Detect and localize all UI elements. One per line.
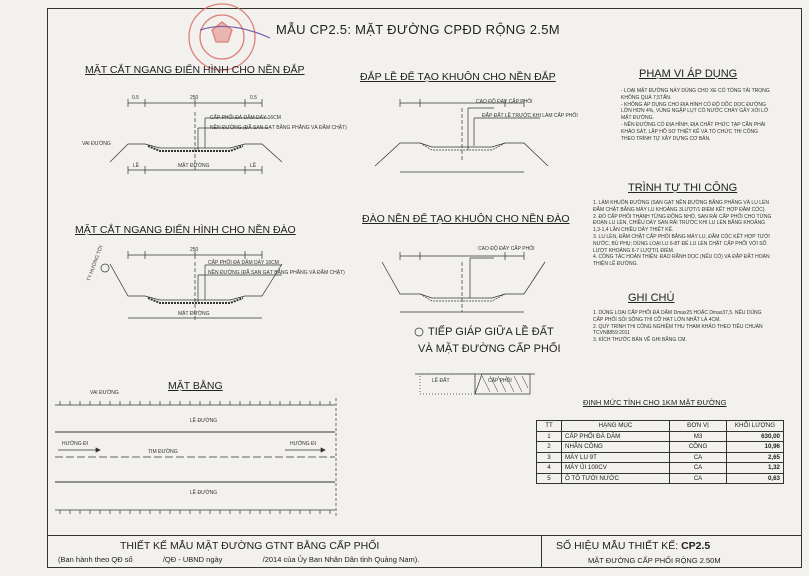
plan-centerline: TIM ĐƯỜNG <box>148 449 178 455</box>
scope-line: KHÔNG QUÁ 7,5TẤN. <box>621 94 672 101</box>
fill-shoulder-callout-2: ĐẮP ĐẤT LỀ TRƯỚC KHI LÀM CẤP PHỐI <box>482 113 578 119</box>
official-stamp <box>189 4 255 70</box>
joint-cp-label: CẤP PHỐI <box>488 378 512 384</box>
procedure-line: 1. LÀM KHUÔN ĐƯỜNG (SAN GẠT NỀN ĐƯỜNG BẰNG PHẲNG VÀ LU LÈN <box>593 200 769 206</box>
procedure-line: ĐẦM CHẶT BẰNG MÁY LU KHOẢNG 3LƯỢT/1 ĐIỂM KẾT HỢP ĐẦM CÓC). <box>593 206 766 213</box>
footer-divider <box>47 535 802 536</box>
joint-title-2: VÀ MẶT ĐƯỜNG CẤP PHỐI <box>418 343 561 355</box>
fill-section-callout-1: CẤP PHỐI ĐÁ DĂM DÀY 16CM <box>210 115 281 121</box>
column-header-tt: TT <box>537 421 562 432</box>
column-header-item: HẠNG MỤC <box>562 421 670 432</box>
footer-sub-part-2: /QĐ - UBND ngày <box>162 555 223 564</box>
cut-shoulder-title: ĐÀO NỀN ĐỂ TẠO KHUÔN CHO NỀN ĐÀO <box>362 213 570 225</box>
joint-title-1: TIẾP GIÁP GIỮA LỀ ĐẤT <box>428 326 554 338</box>
notes-line: CẤP PHỐI SỎI SÔNG THÌ CỠ HẠT LỚN NHẤT LÀ 4CM. <box>593 316 721 323</box>
cell-tt: 1 <box>537 431 562 442</box>
cell-tt: 4 <box>537 463 562 474</box>
cut-section-pavement-label: MẶT ĐƯỜNG <box>178 311 210 317</box>
footer-right-subtitle: MẶT ĐƯỜNG CẤP PHỐI RỘNG 2.50M <box>588 556 721 565</box>
scope-line: KHẢO SÁT, LẬP HỒ SƠ THIẾT KẾ VÀ TỔ CHỨC THI CÔNG <box>621 128 759 135</box>
footer-separator <box>541 535 542 568</box>
procedure-line: 2. ĐỔ CẤP PHỐI THÀNH TỪNG ĐỐNG NHỎ, SAN RẢI CẤP PHỐI CHO TỪNG <box>593 213 772 220</box>
table-header-row <box>537 421 784 432</box>
scope-line: - LOẠI MẶT ĐƯỜNG NÀY DÙNG CHO XE CÓ TỔNG TẢI TRỌNG <box>621 88 770 94</box>
table-row <box>537 463 784 474</box>
cell-item: MÁY LU 9T <box>562 452 670 463</box>
scope-line: LỚN HƠN 4%, VÙNG NGẬP LỤT CÓ NƯỚC CHẢY GÂY XÓI LỞ <box>621 108 769 115</box>
procedure-line: 1,3-1,4 LẦN CHIỀU DÀY THIẾT KẾ. <box>593 227 674 234</box>
plan-title: MẶT BẰNG <box>168 380 223 392</box>
norm-table-title: ĐỊNH MỨC TÍNH CHO 1KM MẶT ĐƯỜNG <box>583 398 727 407</box>
cut-section-dim-center: 250 <box>190 247 199 253</box>
cell-item: NHÂN CÔNG <box>562 442 670 453</box>
procedure-title: TRÌNH TỰ THI CÔNG <box>628 182 738 194</box>
joint-soil-label: LỀ ĐẤT <box>432 378 450 384</box>
cell-tt: 5 <box>537 473 562 484</box>
footer-left-subtitle <box>58 555 419 564</box>
cell-unit: M3 <box>670 431 727 442</box>
cell-item: CẤP PHỐI ĐÁ DĂM <box>562 431 670 442</box>
plan-drawing <box>55 398 336 518</box>
cell-unit: CÔNG <box>670 442 727 453</box>
footer-sub-part-3: /2014 của Ủy Ban Nhân Dân tỉnh Quảng Nam). <box>262 555 420 564</box>
cell-quantity: 10,96 <box>727 442 784 453</box>
table-row <box>537 442 784 453</box>
fill-shoulder-callout-1: CAO ĐỘ ĐÁY CẤP PHỐI <box>476 99 533 105</box>
page-title: MẪU CP2.5: MẶT ĐƯỜNG CPĐD RỘNG 2.5M <box>276 22 560 37</box>
plan-le-top: LỀ ĐƯỜNG <box>190 418 218 424</box>
cut-shoulder-callout-1: CAO ĐỘ ĐÁY CẤP PHỐI <box>478 246 535 252</box>
table-row <box>537 452 784 463</box>
fill-section-pavement-label: MẶT ĐƯỜNG <box>178 163 210 169</box>
notes-line: 2. QUY TRÌNH THI CÔNG NGHIỆM THU THAM KHẢO THEO TIÊU CHUẨN <box>593 323 763 330</box>
plan-direction-right: HƯỚNG ĐI <box>290 441 317 447</box>
fill-section-shoulder-label: VAI ĐƯỜNG <box>82 141 111 147</box>
fill-section-dim-left: 0.5 <box>132 95 139 101</box>
cell-quantity: 0,63 <box>727 473 784 484</box>
cell-item: MÁY ỦI 100CV <box>562 463 670 474</box>
notes-line: 1. DÙNG LOẠI CẤP PHỐI ĐÁ DĂM Dmax25 HOẶC Dmax37,5. NẾU DÙNG <box>593 310 762 316</box>
cell-quantity: 2,65 <box>727 452 784 463</box>
cell-item: Ô TÔ TƯỚI NƯỚC <box>562 473 670 484</box>
design-code: CP2.5 <box>681 540 711 552</box>
footer-sub-part-1: (Ban hành theo QĐ số <box>58 555 133 564</box>
procedure-line: LƯỢT KHOẢNG 6-7 LƯỢT/1 ĐIỂM. <box>593 247 675 254</box>
scope-title: PHẠM VI ÁP DỤNG <box>639 68 738 80</box>
procedure-line: 3. LU LÈN, ĐẦM CHẶT CẤP PHỐI BẰNG MÁY LU, ĐẦM CÓC KẾT HỢP TƯỚI <box>593 233 770 240</box>
cell-unit: CA <box>670 473 727 484</box>
footer-right-title <box>556 540 710 552</box>
signature-mark <box>200 26 270 38</box>
cell-unit: CA <box>670 452 727 463</box>
fill-section-title: MẶT CẮT NGANG ĐIỂN HÌNH CHO NỀN ĐẮP <box>85 64 305 76</box>
procedure-line: THIỆN LỀ ĐƯỜNG. <box>593 261 638 268</box>
scope-line: THEO TRÌNH TỰ XÂY DỰNG CƠ BẢN. <box>621 135 711 142</box>
plan-direction-left: HƯỚNG ĐI <box>62 441 89 447</box>
footer-left-title: THIẾT KẾ MẪU MẶT ĐƯỜNG GTNT BẰNG CẤP PHỐI <box>120 540 380 552</box>
procedure-line: 4. CÔNG TÁC HOÀN THIỆN: ĐÀO RÃNH DỌC (NẾU CÓ) VÀ ĐẮP ĐẤT HOÀN <box>593 254 770 261</box>
procedure-line: ĐOẠN LU LÈN, CHIỀU DÀY SAN RẢI TRƯỚC KHI LU LÈN BẰNG KHOẢNG <box>593 220 766 227</box>
table-row <box>537 431 784 442</box>
fill-section-dim-center: 250 <box>190 95 199 101</box>
cell-quantity: 630,00 <box>727 431 784 442</box>
cut-shoulder-drawing <box>382 252 545 312</box>
fill-shoulder-drawing <box>375 99 548 172</box>
cut-section-callout-2: NỀN ĐƯỜNG (ĐÃ SAN GẠT BẰNG PHẲNG VÀ ĐẦM CHẶT) <box>208 270 345 276</box>
notes-title: GHI CHÚ <box>628 292 675 304</box>
cell-tt: 2 <box>537 442 562 453</box>
fill-section-callout-2: NỀN ĐƯỜNG (ĐÃ SAN GẠT BẰNG PHẲNG VÀ ĐẦM CHẶT) <box>210 125 347 131</box>
procedure-line: NƯỚC, BÙ PHỤ; DÙNG LOẠI LU 6-8T ĐỂ LU LÈN CHẶT CẤP PHỐI VỚI SỐ <box>593 240 767 247</box>
fill-section-le-right: LỀ <box>250 163 257 169</box>
cell-tt: 3 <box>537 452 562 463</box>
cell-quantity: 1,32 <box>727 463 784 474</box>
scope-line: - KHÔNG ÁP DỤNG CHO ĐỊA HÌNH CÓ ĐỘ DỐC DỌC ĐƯỜNG <box>621 101 766 108</box>
table-row <box>537 473 784 484</box>
cut-section-callout-1: CẤP PHỐI ĐÁ DĂM DÀY 16CM <box>208 260 279 266</box>
cell-unit: CA <box>670 463 727 474</box>
notes-text <box>593 310 793 344</box>
notes-line: 3. KÍCH THƯỚC BẢN VẼ GHI BẰNG CM. <box>593 337 687 344</box>
cut-section-title: MẶT CẮT NGANG ĐIỂN HÌNH CHO NỀN ĐÀO <box>75 224 296 236</box>
column-header-quantity: KHỐI LƯỢNG <box>727 421 784 432</box>
scope-line: MẶT ĐƯỜNG. <box>621 115 654 122</box>
column-header-unit: ĐƠN VỊ <box>670 421 727 432</box>
procedure-text <box>593 200 793 268</box>
plan-le-bottom: LỀ ĐƯỜNG <box>190 490 218 496</box>
cut-section-side-label: TY HƯỚNG TỚI <box>86 244 105 283</box>
fill-section-dim-right: 0.5 <box>250 95 257 101</box>
fill-shoulder-title: ĐẮP LỀ ĐỂ TẠO KHUÔN CHO NỀN ĐẮP <box>360 71 556 83</box>
scope-line: - NỀN ĐƯỜNG CÓ ĐỊA HÌNH, ĐỊA CHẤT PHỨC TẠP CẦN PHẢI <box>621 121 766 128</box>
scope-text <box>621 88 786 142</box>
plan-shoulder-top: VAI ĐƯỜNG <box>90 390 119 396</box>
fill-section-le-left: LỀ <box>133 163 140 169</box>
notes-line: TCVN8859:2011 <box>593 330 630 337</box>
design-code-label: SỐ HIỆU MẪU THIẾT KẾ: <box>556 540 679 552</box>
norm-table <box>536 420 784 484</box>
